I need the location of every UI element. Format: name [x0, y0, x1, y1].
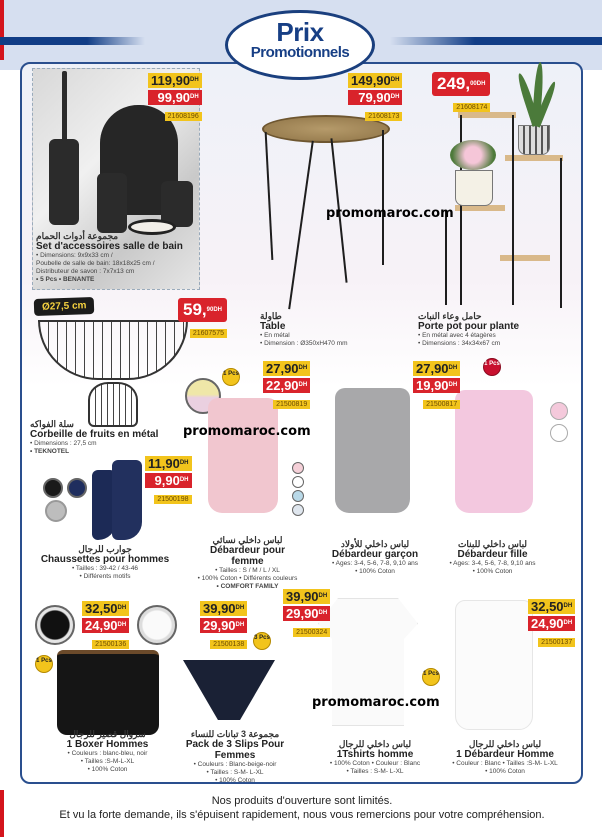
color-swatch: [292, 504, 304, 516]
color-swatch: [550, 402, 568, 420]
flower: [450, 140, 496, 170]
product-ref: 21608196: [165, 112, 202, 121]
old-price: $39,90^{DH}$: [200, 601, 247, 616]
color-swatch: [45, 500, 67, 522]
new-price: $99,90^{DH}$: [148, 90, 202, 105]
product-ref: 21608174: [453, 103, 490, 112]
girl-tank-image: [455, 390, 533, 513]
color-swatch: [43, 478, 63, 498]
socks-image: [112, 460, 142, 540]
product-ref: 21500198: [154, 495, 191, 504]
page-title-line2: Promotionnels: [250, 44, 350, 61]
new-price: $29,90^{DH}$: [283, 606, 330, 621]
men-tank-price-tag: [528, 598, 575, 649]
boxer-price-tag: [82, 600, 129, 651]
boxer-description: سروال قصير للرجال 1 Boxer Hommes • Couleurs : blanc-bleu, noir • Tailles :S-M-L-XL • 100% Coton: [66, 729, 149, 773]
soap-dispenser: [97, 173, 127, 233]
pcs-badge: 1 Pcs: [222, 368, 240, 386]
pcs-badge: 1 Pcs: [35, 655, 53, 673]
flower-pot: [455, 170, 493, 206]
footer-line1: Nos produits d'ouverture sont limités.: [211, 795, 393, 807]
new-price: $22,90^{DH}$: [263, 378, 310, 393]
old-price: $27,90^{DH}$: [413, 361, 460, 376]
color-swatch: [550, 424, 568, 442]
men-tank-image: [455, 600, 533, 730]
stand-leg: [512, 115, 514, 305]
new-price: $9,90^{DH}$: [145, 473, 192, 488]
women-tank-price-tag: [263, 360, 310, 411]
old-price: $11,90^{DH}$: [145, 456, 192, 471]
red-edge-decoration: [0, 0, 4, 60]
product-ref: 21608173: [365, 112, 402, 121]
bath-set-price-tag: [148, 72, 202, 123]
red-edge-decoration-bottom: [0, 790, 4, 837]
old-price: $32,50^{DH}$: [528, 599, 575, 614]
new-price: $29,90^{DH}$: [200, 618, 247, 633]
toilet-brush-holder: [49, 139, 79, 225]
new-price: $24,90^{DH}$: [528, 616, 575, 631]
table-price-tag: [348, 72, 402, 123]
table-description: طاولة Table • En métal • Dimension : Ø350xH470 mm: [260, 311, 348, 347]
watermark: promomaroc.com: [312, 695, 440, 710]
product-ref: 21500137: [538, 638, 575, 647]
page-title-line1: Prix: [276, 17, 324, 47]
page-title-badge: [225, 10, 375, 80]
tshirt-price-tag: [283, 588, 330, 639]
footer-note: [22, 794, 582, 822]
product-ref: 21500324: [293, 628, 330, 637]
toilet-brush-handle: [62, 71, 67, 141]
boy-tank-description: لباس داخلي للأولاد Débardeur garçon • Ages: 3-4, 5-6, 7-8, 9,10 ans • 100% Coton: [331, 539, 419, 575]
bath-set-description: مجموعة أدوات الحمام Set d'accessoires salle de bain • Dimensions: 9x9x33 cm / Poubelle de salle de bain: 18x18x25 cm / Distributeur de savon : 7x7x13 cm • 5 Pcs • BENANTE: [36, 231, 183, 283]
color-swatch: [292, 476, 304, 488]
product-ref: 21500136: [92, 640, 129, 649]
plant-stand-price-tag: [432, 72, 490, 114]
stand-leg: [445, 210, 447, 305]
socks-price-tag: [145, 455, 192, 506]
tshirt-description: لباس داخلي للرجال 1Tshirts homme • 100% Coton • Couleur : Blanc • Tailles : S-M- L-XL: [329, 739, 421, 775]
pcs-badge: 1 Pcs: [483, 358, 501, 376]
socks-description: جوارب للرجال Chaussettes pour hommes • Tailles : 39-42 / 43-46 • Différents motifs: [40, 544, 170, 580]
old-price: $39,90^{DH}$: [283, 589, 330, 604]
color-swatch: [35, 605, 75, 645]
product-ref: 21500819: [273, 400, 310, 409]
women-tank-description: لباس داخلي نسائي Débardeur pour femme • Tailles : S / M / L / XL • 100% Coton • Différents couleurs • COMFORT FAMILY: [197, 535, 298, 590]
new-price: $19,90^{DH}$: [413, 378, 460, 393]
plant-stand-description: حامل وعاء النبات Porte pot pour plante • En métal avec 4 étagères • Dimensions : 34x34x67 cm: [418, 311, 520, 347]
price: 249,$^{00DH}$: [432, 72, 490, 96]
color-swatch: [292, 490, 304, 502]
boxer-image: [57, 650, 159, 735]
girl-tank-price-tag: [413, 360, 460, 411]
old-price: $119,90^{DH}$: [148, 73, 202, 88]
shelf: [500, 255, 550, 261]
diameter-tag: Ø27,5 cm: [34, 297, 95, 316]
pcs-badge: 3 Pcs: [253, 632, 271, 650]
color-swatch: [67, 478, 87, 498]
product-ref: 21500817: [423, 400, 460, 409]
plant-pot: [518, 125, 550, 155]
men-tank-description: لباس داخلي للرجال 1 Débardeur Homme • Couleur : Blanc • Tailles :S-M- L-XL • 100% Coton: [452, 739, 558, 775]
slips-description: مجموعة 3 تبانات للنساء Pack de 3 Slips Pour Femmes • Couleurs : Blanc-beige-noir • Tailles : S-M- L-XL • 100% Coton: [185, 729, 285, 784]
fruit-basket-price-tag: [178, 298, 227, 340]
stand-leg: [560, 158, 562, 308]
girl-tank-description: لباس داخلي للبنات Débardeur fille • Ages: 3-4, 5-6, 7-8, 9,10 ans • 100% Coton: [449, 539, 536, 575]
color-swatch: [292, 462, 304, 474]
pcs-badge: 1 Pcs: [422, 668, 440, 686]
blue-stripe-left: [0, 37, 145, 45]
watermark: promomaroc.com: [183, 424, 311, 439]
color-swatch: [137, 605, 177, 645]
footer-line2: Et vu la forte demande, ils s'épuisent rapidement, nous vous remercions pour votre compréhension.: [59, 809, 545, 821]
price: 59,$^{90DH}$: [178, 298, 227, 322]
old-price: $32,50^{DH}$: [82, 601, 129, 616]
slips-price-tag: [200, 600, 247, 651]
product-ref: 21607575: [190, 329, 227, 338]
watermark: promomaroc.com: [326, 206, 454, 221]
women-tank-image: [208, 398, 278, 513]
boy-tank-image: [335, 388, 410, 513]
blue-stripe-right: [390, 37, 602, 45]
product-ref: 21500138: [210, 640, 247, 649]
fruit-basket-description: سلة الفواكه Corbeille de fruits en métal • Dimensions : 27,5 cm • TEKNOTEL: [30, 419, 159, 455]
table-leg: [382, 130, 384, 265]
new-price: $79,90^{DH}$: [348, 90, 402, 105]
old-price: $27,90^{DH}$: [263, 361, 310, 376]
new-price: $24,90^{DH}$: [82, 618, 129, 633]
old-price: $149,90^{DH}$: [348, 73, 402, 88]
